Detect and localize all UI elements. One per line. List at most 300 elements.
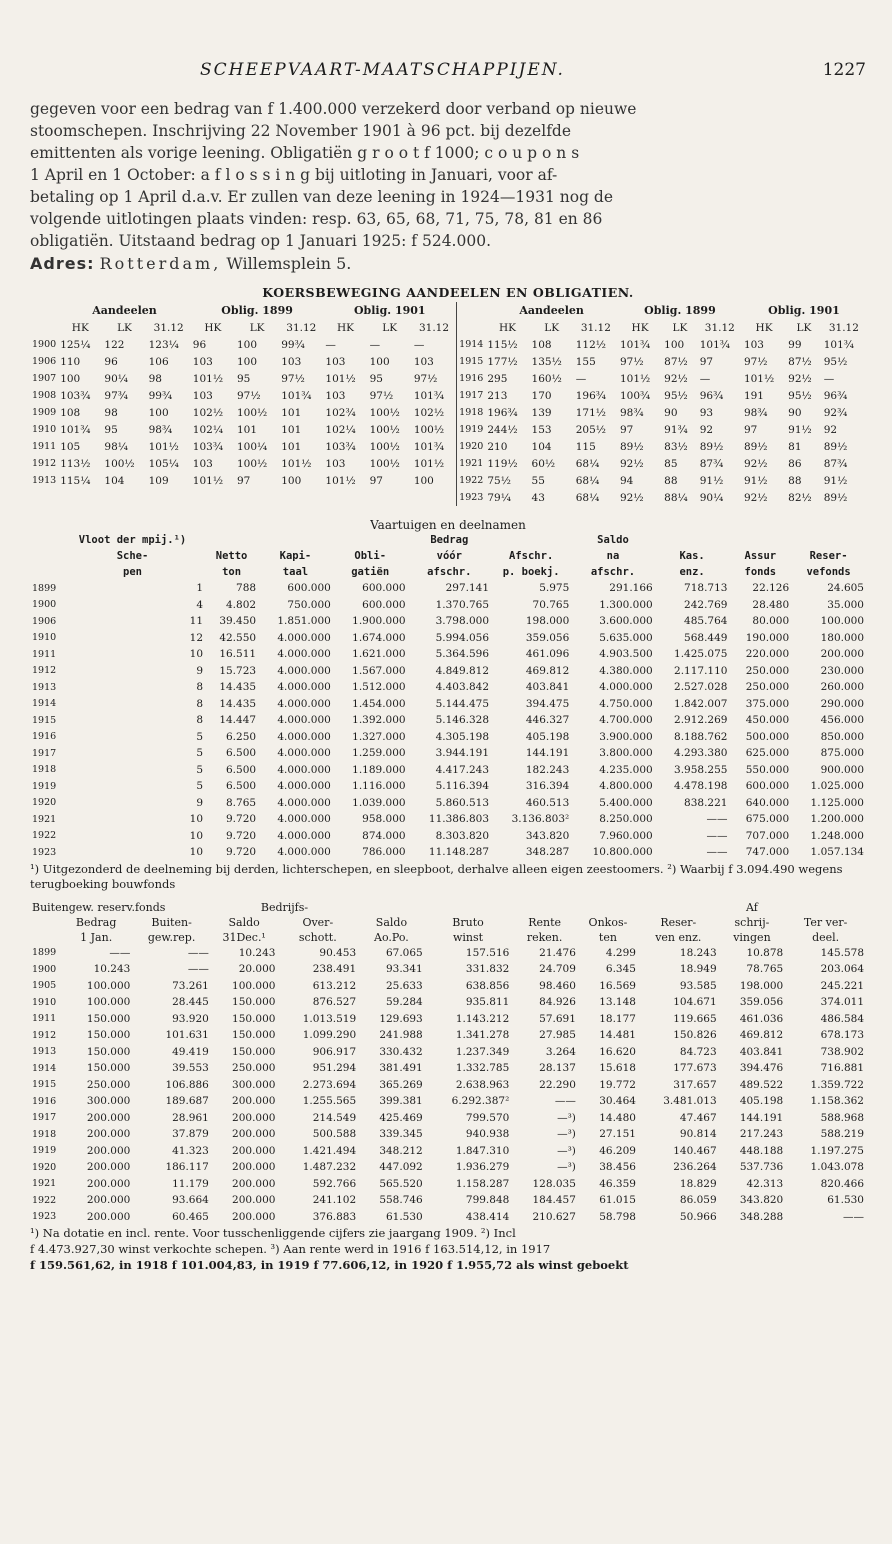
fonds-value: ——	[187, 963, 209, 976]
koers-value: 98	[104, 406, 118, 419]
koers-value: 100½	[412, 421, 457, 438]
fonds-value: 84.926	[539, 996, 576, 1009]
koers-row	[30, 438, 866, 455]
fonds-row	[30, 1209, 866, 1226]
fonds-value: 217.243	[739, 1128, 784, 1141]
koers-value: 96¾	[699, 389, 724, 402]
fonds-year: 1921	[32, 1178, 57, 1190]
fonds-value: 38.456	[599, 1161, 636, 1174]
fonds-header-cell: Over-	[302, 915, 334, 929]
vloot-value: 4.000.000	[277, 780, 331, 793]
fonds-year-header	[30, 930, 60, 945]
vloot-value: 469.812	[525, 664, 570, 677]
vloot-header-cell: Obli-	[354, 550, 387, 562]
fonds-value: 42.313	[746, 1177, 784, 1190]
fonds-header-cell: gew.rep.	[147, 930, 196, 944]
koers-value: 100½	[369, 406, 400, 419]
fonds-value: 399.381	[379, 1095, 423, 1108]
fonds-header-cell: ten	[598, 930, 617, 944]
vloot-value: 190.000	[745, 631, 790, 644]
vloot-row	[30, 795, 866, 812]
koers-year: 1909	[32, 407, 57, 418]
vloot-header-cell: Reser-	[809, 550, 848, 562]
koers-value: 97½	[412, 370, 457, 387]
vloot-value: 500.000	[745, 730, 790, 743]
vloot-value: 5.144.475	[435, 697, 490, 710]
vloot-row	[30, 811, 866, 828]
koers-value: 113½	[60, 457, 91, 470]
koers-value: 196¾	[575, 389, 606, 402]
vloot-year: 1913	[32, 681, 57, 693]
fonds-header-cell: deel.	[812, 930, 840, 944]
fonds-value: 238.491	[312, 963, 357, 976]
vloot-value: 3.944.191	[435, 747, 490, 760]
koers-value: 100½	[237, 406, 268, 419]
koers-value: 153	[531, 423, 552, 436]
vloot-header-cell: Vloot der mpij.¹)	[78, 534, 187, 546]
fonds-value: 250.000	[232, 1062, 276, 1075]
koers-year: 1907	[32, 373, 57, 384]
fonds-header-cell: Rente	[528, 915, 562, 929]
fonds-year: 1912	[32, 1029, 57, 1041]
vloot-header-cell	[333, 532, 408, 548]
koers-year: 1923	[459, 492, 484, 503]
koers-value: 96	[104, 355, 118, 368]
fonds-value: 951.294	[312, 1062, 357, 1075]
koers-value: 112½	[575, 338, 606, 351]
vloot-year-header	[30, 532, 60, 548]
vloot-value: 375.000	[745, 697, 790, 710]
intro-line: 1 April en 1 October: a f l o s s i n g bij uitloting in Januari, voor af-	[30, 166, 558, 184]
koers-year: 1900	[32, 339, 57, 350]
koers-year: 1913	[32, 475, 57, 486]
koers-value: 92½	[788, 372, 812, 385]
koers-year-header	[30, 302, 58, 319]
fonds-value: 61.015	[599, 1194, 636, 1207]
fonds-value: 200.000	[232, 1161, 276, 1174]
koers-value: 99¾	[148, 389, 173, 402]
vloot-value: 1.842.007	[674, 697, 728, 710]
koers-value: 96¾	[823, 389, 848, 402]
fonds-value: 461.036	[739, 1012, 784, 1025]
koers-value: 97½	[237, 389, 261, 402]
fonds-row	[30, 1110, 866, 1127]
vloot-value: 12	[189, 631, 204, 644]
koers-value: 101¾	[619, 338, 651, 351]
fonds-value: 716.881	[820, 1062, 864, 1075]
koers-value: 101½	[619, 372, 651, 385]
vloot-value: 568.449	[684, 631, 728, 644]
vloot-value: 456.000	[820, 714, 864, 727]
vloot-value: 5.975	[539, 582, 570, 595]
vloot-value: 4.802	[226, 598, 257, 611]
koers-value: 83½	[664, 440, 688, 453]
vloot-value: 625.000	[745, 747, 790, 760]
vloot-value: 9.720	[226, 813, 257, 826]
fonds-value: 394.476	[739, 1062, 784, 1075]
koers-value: 100½	[237, 457, 268, 470]
fonds-value: 2.638.963	[455, 1078, 510, 1091]
koers-value: 101	[281, 440, 302, 453]
vloot-value: 875.000	[820, 747, 864, 760]
vloot-value: 291.166	[609, 582, 653, 595]
vloot-value: 4.000.000	[599, 681, 653, 694]
fonds-value: 799.570	[465, 1111, 510, 1124]
vloot-value: 788	[236, 582, 257, 595]
koers-value: 97½	[743, 355, 768, 368]
fonds-header-cell: Saldo	[228, 915, 260, 929]
koers-value: 87¾	[699, 457, 724, 470]
vloot-value: 6.500	[226, 747, 257, 760]
vloot-value: 4.478.198	[674, 780, 728, 793]
vloot-value: 4.800.000	[599, 780, 653, 793]
fonds-value: 24.709	[539, 963, 576, 976]
vloot-value: 6.250	[226, 730, 257, 743]
intro-line: emittenten als vorige leening. Obligatiën g r o o t f 1000; c o u p o n s	[30, 144, 580, 162]
vloot-value: 5	[196, 763, 204, 776]
fonds-value: 613.212	[312, 979, 357, 992]
fonds-value: 359.056	[739, 996, 784, 1009]
fonds-header-cell: Saldo	[375, 915, 408, 929]
koers-value: 97	[237, 474, 251, 487]
vloot-value: 4.293.380	[674, 747, 728, 760]
fonds-value: 90.453	[319, 946, 357, 959]
fonds-value: 49.419	[172, 1045, 209, 1058]
koers-value: 95	[104, 423, 118, 436]
fonds-header-cell: Bruto	[452, 915, 484, 929]
koers-value: 103	[192, 389, 213, 402]
fonds-value: 592.766	[312, 1177, 357, 1190]
vloot-value: 405.198	[525, 730, 570, 743]
koers-value: 97	[743, 423, 758, 436]
vloot-value: 316.394	[525, 780, 570, 793]
vloot-year: 1899	[32, 582, 57, 594]
fonds-value: 198.000	[739, 979, 784, 992]
koers-value: 100¾	[619, 389, 651, 402]
intro-line: betaling op 1 April d.a.v. Er zullen van deze leening in 1924—1931 nog de	[30, 188, 614, 206]
fonds-table	[30, 900, 866, 1226]
koers-value: 91½	[743, 474, 768, 487]
fonds-value: 241.988	[379, 1029, 423, 1042]
koers-value: 103	[325, 389, 346, 402]
vloot-value: 1.116.000	[352, 780, 406, 793]
koers-sub-label: 31.12	[153, 321, 184, 334]
vloot-value: 4.700.000	[599, 714, 653, 727]
koers-value: 85	[664, 457, 678, 470]
vloot-header-cell	[791, 532, 866, 548]
fonds-value: 200.000	[86, 1128, 131, 1141]
vloot-value: 182.243	[525, 763, 570, 776]
koers-value: 87¾	[823, 457, 848, 470]
koers-value: 91½	[699, 474, 724, 487]
vloot-value: 6.500	[226, 763, 257, 776]
vloot-value: 1.851.000	[277, 615, 331, 628]
koers-value	[191, 489, 235, 506]
koers-group-label: Oblig. 1899	[644, 304, 716, 317]
fonds-value: 2.273.694	[302, 1078, 357, 1091]
vloot-value: 242.769	[684, 598, 728, 611]
vloot-value: 4.417.243	[435, 763, 490, 776]
fonds-header-cell	[578, 900, 638, 915]
vloot-value: 1.674.000	[352, 631, 406, 644]
koers-value: 89½	[823, 440, 848, 453]
fonds-value: 245.221	[820, 979, 864, 992]
koers-value: 100	[237, 338, 258, 351]
fonds-year: 1899	[32, 947, 57, 959]
vloot-value: 4.903.500	[599, 648, 653, 661]
vloot-value: 9	[196, 796, 204, 809]
vloot-value: 4.849.812	[435, 664, 490, 677]
fonds-header-cell: reken.	[526, 930, 563, 944]
vloot-value: 4.000.000	[277, 631, 331, 644]
koers-sub-label: 31.12	[828, 321, 859, 334]
fonds-value: 940.938	[465, 1128, 510, 1141]
koers-year	[30, 489, 58, 506]
vloot-header-cell	[258, 532, 333, 548]
koers-value: 101	[237, 423, 258, 436]
fonds-value: 348.288	[739, 1210, 784, 1223]
koers-value: 102¾	[325, 406, 356, 419]
fonds-value: 67.065	[385, 946, 423, 959]
vloot-value: 450.000	[745, 714, 790, 727]
koers-value: 103¾	[192, 440, 224, 453]
vloot-row	[30, 844, 866, 861]
fonds-value: 486.584	[820, 1012, 864, 1025]
vloot-value: 3.798.000	[435, 615, 490, 628]
fonds-value: 98.460	[539, 979, 576, 992]
vloot-year: 1921	[32, 813, 57, 825]
vloot-value: 3.136.803²	[511, 813, 570, 826]
vloot-row	[30, 613, 866, 630]
vloot-row	[30, 679, 866, 696]
fonds-header-row	[30, 900, 866, 915]
fonds-value: 376.883	[312, 1210, 357, 1223]
koers-value: 104	[104, 474, 125, 487]
koers-value: 95½	[823, 355, 848, 368]
fonds-header-cell	[638, 900, 719, 915]
vloot-value: 4.000.000	[277, 664, 331, 677]
fonds-value: 86.059	[679, 1194, 717, 1207]
fonds-header-cell: ven enz.	[655, 930, 702, 944]
koers-group-label: Oblig. 1899	[221, 304, 293, 317]
koers-value: 86	[788, 457, 802, 470]
fonds-value: 78.765	[746, 963, 784, 976]
vloot-value: 1.248.000	[810, 829, 864, 842]
koers-table	[30, 302, 866, 506]
vloot-value: 250.000	[745, 681, 790, 694]
fonds-row	[30, 1093, 866, 1110]
koers-value: 97	[699, 355, 714, 368]
fonds-value: 558.746	[379, 1194, 423, 1207]
fonds-year: 1914	[32, 1062, 57, 1074]
vloot-value: 1.200.000	[810, 813, 864, 826]
koers-year-header	[457, 319, 486, 336]
vloot-value: 1.327.000	[352, 730, 406, 743]
koers-value: 108	[531, 338, 552, 351]
koers-value: 115¼	[60, 474, 91, 487]
vloot-value: 220.000	[745, 648, 790, 661]
koers-value	[279, 489, 323, 506]
vloot-row	[30, 778, 866, 795]
koers-value: 170	[531, 389, 552, 402]
koers-value: 68¼	[575, 491, 600, 504]
vloot-row	[30, 745, 866, 762]
koers-sub-label: HK	[337, 321, 355, 334]
vloot-value: 6.500	[226, 780, 257, 793]
vloot-value: 747.000	[745, 846, 790, 859]
fonds-row	[30, 1126, 866, 1143]
vloot-year-header	[30, 564, 60, 580]
page-number: 1227	[822, 60, 866, 80]
vloot-value: 42.550	[219, 631, 257, 644]
fonds-value: 150.000	[86, 1012, 131, 1025]
fonds-value: 11.179	[172, 1177, 209, 1190]
koers-year: 1920	[459, 441, 484, 452]
koers-sub-label: LK	[544, 321, 560, 334]
vloot-value: 11	[189, 615, 204, 628]
vloot-row	[30, 712, 866, 729]
koers-value: 87½	[664, 355, 688, 368]
vloot-value: 290.000	[820, 697, 864, 710]
fonds-header-cell: 31Dec.¹	[222, 930, 266, 944]
vloot-value: 1.057.134	[810, 846, 864, 859]
fonds-value: 200.000	[232, 1194, 276, 1207]
koers-value: 79¼	[487, 491, 511, 504]
vloot-value: 4.000.000	[277, 648, 331, 661]
fonds-year: 1911	[32, 1013, 57, 1025]
koers-value: 102¼	[192, 423, 224, 436]
vloot-header-cell: Kapi-	[279, 550, 312, 562]
fonds-value: 145.578	[820, 946, 864, 959]
vloot-value: 4.305.198	[435, 730, 490, 743]
fonds-header-cell: winst	[452, 930, 484, 944]
koers-value: 90¼	[104, 372, 128, 385]
fonds-value: —³)	[557, 1161, 576, 1174]
fonds-value: 93.585	[679, 979, 717, 992]
koers-value: —	[823, 372, 835, 385]
vloot-value: 200.000	[820, 648, 864, 661]
vloot-value: 1	[196, 582, 204, 595]
fonds-value: 50.966	[679, 1210, 717, 1223]
koers-year: 1917	[459, 390, 484, 401]
koers-value: 68¼	[575, 457, 600, 470]
koers-value: 100	[148, 406, 169, 419]
koers-sub-label: LK	[796, 321, 812, 334]
vloot-value: 198.000	[525, 615, 570, 628]
koers-value: 81	[788, 440, 802, 453]
fonds-value: 1.237.349	[455, 1045, 510, 1058]
vloot-header-cell	[205, 532, 258, 548]
koers-value: 97¾	[104, 389, 128, 402]
fonds-value: 876.527	[312, 996, 357, 1009]
fonds-value: 93.664	[172, 1194, 209, 1207]
koers-value: 94	[619, 474, 634, 487]
fonds-row	[30, 1176, 866, 1193]
vloot-value: 850.000	[820, 730, 864, 743]
vloot-value: 5	[196, 730, 204, 743]
koers-value: 100	[664, 338, 685, 351]
vloot-value: 5.400.000	[599, 796, 653, 809]
vloot-value: 260.000	[820, 681, 864, 694]
koers-value: 101½	[412, 455, 457, 472]
koers-value: 92¾	[823, 406, 848, 419]
fonds-header-cell: Af	[746, 900, 758, 914]
koers-value: 101½	[325, 372, 356, 385]
koers-value: 92½	[664, 372, 688, 385]
address-label: Adres:	[30, 254, 95, 273]
fonds-value: 106.886	[165, 1078, 209, 1091]
vloot-value: 600.000	[287, 582, 331, 595]
fonds-value: 28.445	[172, 996, 209, 1009]
fonds-value: 200.000	[232, 1095, 276, 1108]
fonds-value: 1.143.212	[455, 1012, 510, 1025]
koers-value: 89½	[823, 491, 848, 504]
vloot-year: 1911	[32, 648, 57, 660]
vloot-header-row	[30, 532, 866, 548]
koers-value: 43	[531, 491, 545, 504]
koers-year: 1922	[459, 475, 484, 486]
fonds-value: 200.000	[86, 1194, 131, 1207]
fonds-value: 128.035	[532, 1177, 576, 1190]
koers-group-label: Oblig. 1901	[768, 304, 840, 317]
fonds-value: 93.920	[172, 1012, 209, 1025]
vloot-value: 8	[196, 697, 204, 710]
fonds-year: 1915	[32, 1079, 57, 1091]
fonds-year: 1900	[32, 963, 57, 975]
koers-value: 110	[60, 355, 81, 368]
vloot-value: 297.141	[445, 582, 490, 595]
vloot-value: 600.000	[362, 598, 406, 611]
fonds-value: 15.618	[599, 1062, 636, 1075]
fonds-value: 16.569	[599, 979, 636, 992]
vloot-year: 1900	[32, 599, 57, 611]
fonds-value: 21.476	[539, 946, 576, 959]
fonds-value: 200.000	[232, 1177, 276, 1190]
koers-sub-label: 31.12	[412, 319, 457, 336]
koers-value: 103	[743, 338, 764, 351]
fonds-value: 638.856	[465, 979, 510, 992]
koers-year: 1921	[459, 458, 484, 469]
koers-value: 88	[664, 474, 678, 487]
koers-value: 98	[148, 372, 162, 385]
koers-value	[412, 489, 457, 506]
fonds-value: 61.530	[385, 1210, 423, 1223]
fonds-value: 448.188	[739, 1144, 784, 1157]
koers-value: 210	[487, 440, 508, 453]
vloot-header-cell: enz.	[679, 566, 705, 578]
fonds-value: 1.847.310	[455, 1144, 510, 1157]
vloot-value: 4.000.000	[277, 829, 331, 842]
fonds-value: 57.691	[539, 1012, 576, 1025]
koers-value: 100½	[369, 423, 400, 436]
vloot-year: 1910	[32, 632, 57, 644]
vloot-value: 1.621.000	[352, 648, 406, 661]
fonds-value: 150.000	[86, 1045, 131, 1058]
fonds-value: 6.345	[605, 963, 636, 976]
fonds-value: 588.219	[820, 1128, 864, 1141]
vloot-value: 707.000	[745, 829, 790, 842]
fonds-value: 30.464	[599, 1095, 636, 1108]
fonds-value: 300.000	[232, 1078, 276, 1091]
vloot-value: ——	[706, 813, 728, 826]
vloot-value: 1.125.000	[810, 796, 864, 809]
koers-value: 122	[104, 338, 125, 351]
fonds-value: 300.000	[86, 1095, 131, 1108]
fonds-header-cell: Ao.Po.	[374, 930, 409, 944]
fonds-value: 200.000	[86, 1177, 131, 1190]
fonds-year: 1923	[32, 1211, 57, 1223]
fonds-value: 1.013.519	[302, 1012, 357, 1025]
